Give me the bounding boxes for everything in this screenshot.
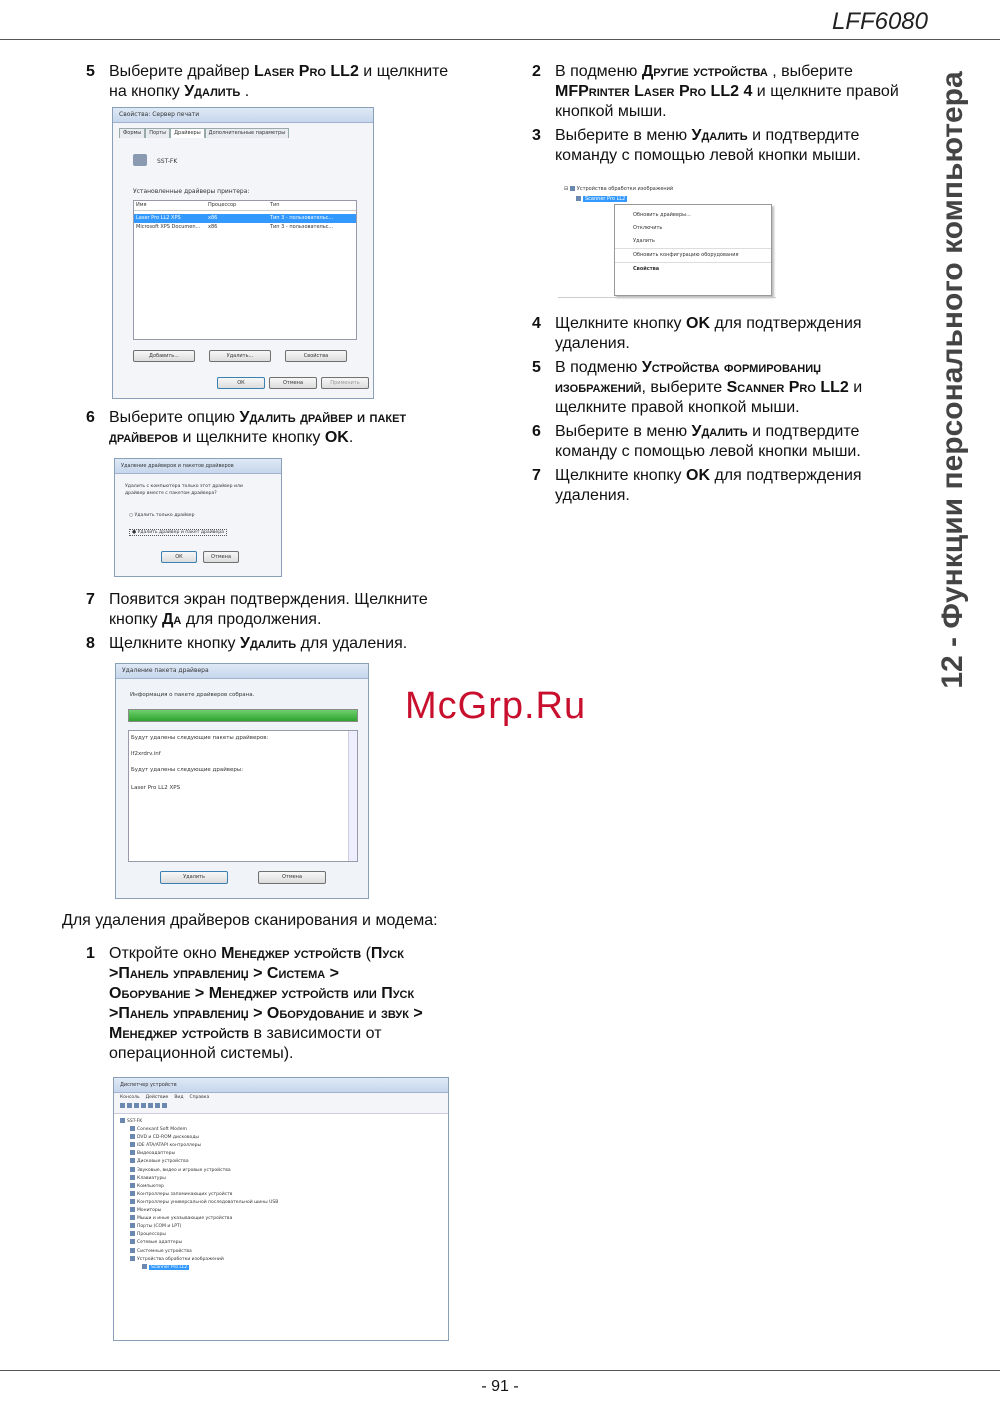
uninstall-icon[interactable]	[162, 1103, 167, 1108]
tree-item-label: Порты (COM и LPT)	[137, 1224, 182, 1230]
col-name: Имя	[136, 202, 147, 208]
step-6	[86, 408, 506, 448]
cancel-button[interactable]: Отмена	[203, 551, 239, 563]
step-text: на кнопку	[109, 83, 185, 100]
page-number: - 91 -	[481, 1378, 519, 1395]
step-text: Щелкните кнопку	[555, 315, 686, 332]
step-text: и щелкните кнопку	[178, 429, 325, 446]
tree-item-label: Клавиатуры	[137, 1175, 166, 1181]
step-text: Выберите в меню	[555, 127, 692, 144]
tree-item[interactable]	[120, 1231, 448, 1239]
tree-item[interactable]	[120, 1199, 448, 1207]
tree-item-label: Контроллеры запоминающих устройств	[137, 1191, 233, 1197]
step-number: 8	[86, 635, 95, 652]
tree-item-label: Дисковые устройства	[137, 1159, 189, 1165]
tree-item-label: Устройства обработки изображений	[137, 1256, 224, 1262]
step-text: и	[848, 379, 863, 396]
info-text: Информация о пакете драйверов собрана.	[130, 692, 255, 698]
tab-advanced[interactable]: Дополнительные параметры	[205, 128, 289, 138]
screenshot-context-menu	[558, 182, 776, 298]
step-term: Удалить	[691, 127, 748, 144]
step-text: .	[348, 429, 354, 446]
tree-node-imaging[interactable]: ⊟ Устройства обработки изображений	[564, 186, 674, 192]
device-icon	[130, 1126, 135, 1131]
help-icon[interactable]	[141, 1103, 146, 1108]
tree-item[interactable]	[120, 1191, 448, 1199]
step-number: 7	[532, 467, 541, 484]
step-term: драйверов	[109, 429, 179, 446]
dialog-question: Удалить с компьютера только этот драйвер или драйвер вместе с пакетом драйвера?	[125, 484, 243, 496]
device-icon	[130, 1175, 135, 1180]
step-term: Устройства формированиџ	[641, 359, 822, 376]
menu-action[interactable]: Действие	[145, 1095, 169, 1100]
step-8	[86, 634, 506, 654]
tree-item[interactable]	[120, 1264, 448, 1272]
update-icon[interactable]	[155, 1103, 160, 1108]
menu-console[interactable]: Консоль	[120, 1095, 140, 1100]
step-number: 2	[532, 63, 541, 80]
printer-icon	[133, 154, 147, 166]
chapter-title: 12 - Функции персонального компьютера	[936, 71, 969, 689]
tree-item-label: Conexant Soft Modem	[137, 1127, 187, 1133]
step-number: 4	[532, 315, 541, 332]
tree-item-label: Scanner Pro LL2	[151, 1264, 188, 1270]
screenshot-device-manager	[113, 1077, 449, 1341]
properties-icon[interactable]	[134, 1103, 139, 1108]
step-text: Щелкните кнопку	[555, 467, 686, 484]
step-text: удаления.	[555, 335, 630, 352]
drivers-list-label: Установленные драйверы принтера:	[133, 188, 250, 195]
context-menu	[614, 204, 772, 296]
tree-item[interactable]	[120, 1207, 448, 1215]
device-icon	[130, 1239, 135, 1244]
window-title: Свойства: Сервер печати	[113, 108, 373, 123]
step-text: Щелкните кнопку	[109, 635, 240, 652]
device-icon	[130, 1223, 135, 1228]
tree-item[interactable]	[120, 1142, 448, 1150]
step-text: операционной системы).	[109, 1045, 294, 1062]
option-driver-only[interactable]: ○ Удалить только драйвер	[129, 513, 195, 518]
device-icon	[142, 1264, 147, 1269]
list-line: Laser Pro LL2 XPS	[131, 785, 181, 791]
divider	[558, 297, 776, 298]
menu-scan-hardware[interactable]: Обновить конфигурацию оборудования	[615, 249, 771, 263]
header-rule	[0, 39, 1000, 40]
step-text: , выберите	[641, 379, 727, 396]
tree-item[interactable]	[120, 1223, 448, 1231]
header-title: LFF6080	[831, 8, 928, 35]
tab-drivers[interactable]: Драйверы	[170, 128, 205, 138]
device-icon	[130, 1207, 135, 1212]
step-text: кнопкой мыши.	[555, 103, 667, 120]
menu-help[interactable]: Справка	[189, 1095, 210, 1100]
step-path: >Панель управлениџ > Оборудование и звук >	[109, 1005, 423, 1022]
step-text: , выберите	[767, 63, 853, 80]
step-text: в зависимости от	[249, 1025, 382, 1042]
step-term: Scanner Pro LL2	[726, 379, 849, 396]
option-driver-and-package[interactable]: ● Удалить драйвер и пакет драйвера	[129, 529, 227, 536]
list-line: lf2xrdrv.inf	[131, 751, 161, 757]
right-step-5	[532, 358, 942, 418]
step-text: В подменю	[555, 63, 642, 80]
step-term: Удалить	[691, 423, 748, 440]
right-step-7	[532, 466, 942, 506]
step-7	[86, 590, 506, 630]
remove-button[interactable]: Удалить	[160, 871, 228, 884]
step-text: для удаления.	[296, 635, 408, 652]
step-text: команду с помощью левой кнопки мыши.	[555, 147, 861, 164]
tree-item[interactable]	[120, 1158, 448, 1166]
step-text: кнопку	[109, 611, 163, 628]
menu-update-drivers[interactable]: Обновить драйверы...	[633, 212, 691, 218]
step-text: Выберите в меню	[555, 423, 692, 440]
right-step-2	[532, 62, 942, 122]
properties-button[interactable]: Свойства	[285, 350, 347, 362]
step-term: MFPrinter Laser Pro LL2 4	[555, 83, 753, 100]
step-text: Выберите драйвер	[109, 63, 255, 80]
step-text: Появится экран подтверждения. Щелкните	[109, 591, 428, 608]
tree-item[interactable]	[120, 1175, 448, 1183]
step-text: В подменю	[555, 359, 642, 376]
tree-item-label: Системные устройства	[137, 1248, 192, 1254]
step-term: Удалить драйвер и пакет	[239, 409, 407, 426]
tree-item[interactable]	[120, 1183, 448, 1191]
step-term: Пуск	[370, 945, 404, 962]
step-number: 6	[86, 409, 95, 426]
tree-item[interactable]	[120, 1239, 448, 1247]
tree-item[interactable]	[120, 1256, 448, 1264]
step-text: удаления.	[555, 487, 630, 504]
step-term: изображений	[555, 379, 642, 396]
progress-track	[128, 709, 358, 722]
step-text: .	[240, 83, 250, 100]
tree-item-label: Мыши и иные указывающие устройства	[137, 1216, 233, 1222]
removal-list	[128, 730, 358, 862]
screenshot-remove-driver-package	[115, 663, 369, 899]
menu-disable[interactable]: Отключить	[633, 225, 663, 231]
step-number: 7	[86, 591, 95, 608]
step-text: и щелкните	[358, 63, 449, 80]
tree-item-label: Мониторы	[137, 1208, 162, 1214]
device-icon	[120, 1118, 125, 1123]
tree-item-label: DVD и CD-ROM дисководы	[137, 1135, 199, 1141]
step-text: Откройте окно	[109, 945, 222, 962]
step-term: OK	[686, 467, 710, 484]
step-term: Laser Pro LL2	[254, 63, 359, 80]
tree-item-label: Видеоадаптеры	[137, 1151, 176, 1157]
menu-properties[interactable]: Свойства	[633, 266, 660, 272]
ok-button[interactable]: ОК	[161, 551, 197, 563]
step-1	[86, 944, 506, 1064]
step-term: Да	[162, 611, 182, 628]
list-line: Будут удалены следующие пакеты драйверов:	[131, 735, 269, 741]
apply-button[interactable]: Применить	[321, 377, 369, 389]
tree-item-label: Звуковые, видео и игровые устройства	[137, 1167, 231, 1173]
step-5	[86, 62, 506, 102]
toolbar	[114, 1102, 448, 1114]
step-term: OK	[686, 315, 710, 332]
scan-icon[interactable]	[148, 1103, 153, 1108]
col-processor: Процессор	[208, 202, 237, 208]
step-text: команду с помощью левой кнопки мыши.	[555, 443, 861, 460]
step-path: Оборувание > Менеджер устройств или Пуск	[109, 985, 415, 1002]
tree-item[interactable]	[120, 1150, 448, 1158]
tree-item[interactable]	[120, 1134, 448, 1142]
drivers-list	[133, 200, 357, 340]
tree-item[interactable]	[120, 1126, 448, 1134]
device-icon	[130, 1231, 135, 1236]
add-button[interactable]: Добавить...	[133, 350, 195, 362]
window-title: Удаление драйверов и пакетов драйверов	[115, 459, 281, 474]
device-icon	[130, 1256, 135, 1261]
tree-node-scanner[interactable]: Scanner Pro LL2	[576, 196, 627, 202]
right-step-3	[532, 126, 942, 166]
tree-item[interactable]	[120, 1167, 448, 1175]
device-icon	[130, 1158, 135, 1163]
watermark: McGrp.Ru	[405, 685, 587, 727]
step-text: для подтверждения	[710, 467, 862, 484]
device-tree	[114, 1114, 448, 1272]
step-number: 1	[86, 945, 95, 962]
imaging-icon	[570, 186, 575, 191]
list-line: Будут удалены следующие драйверы:	[131, 767, 244, 773]
tree-item[interactable]	[120, 1118, 448, 1126]
table-row[interactable]: Microsoft XPS Documen... x86 Тип 3 - пользовательс...	[136, 224, 334, 230]
step-text: (	[361, 945, 371, 962]
table-row[interactable]: Laser Pro LL2 XPS x86 Тип 3 - пользовательс...	[134, 214, 356, 223]
tree-item-label: Контроллеры универсальной последовательной шины USB	[137, 1199, 279, 1205]
device-icon	[130, 1134, 135, 1139]
tab-forms[interactable]: Формы	[119, 128, 145, 138]
scanner-icon	[576, 196, 581, 201]
tree-item-label: Сетевые адаптеры	[137, 1240, 183, 1246]
step-text: для подтверждения	[710, 315, 862, 332]
step-number: 5	[532, 359, 541, 376]
col-type: Тип	[270, 202, 280, 208]
step-text: и подтвердите	[747, 423, 860, 440]
step-text: и щелкните правой	[752, 83, 899, 100]
window-title: Диспетчер устройств	[114, 1078, 448, 1093]
step-number: 3	[532, 127, 541, 144]
cancel-button[interactable]: Отмена	[258, 871, 326, 884]
step-term: Удалить	[184, 83, 241, 100]
step-term: OK	[324, 429, 349, 446]
device-icon	[130, 1199, 135, 1204]
back-icon[interactable]	[120, 1103, 125, 1108]
screenshot-remove-driver-dialog	[114, 458, 282, 577]
tree-item-label: Компьютер	[137, 1183, 164, 1189]
step-path: >Панель управлениџ > Система >	[109, 965, 339, 982]
scrollbar[interactable]	[348, 731, 357, 861]
step-term: Менеджер устройств	[221, 945, 362, 962]
intro-text: Для удаления драйверов сканирования и модема:	[62, 912, 438, 929]
device-icon	[130, 1167, 135, 1172]
tree-item-label: IDE ATA/ATAPI контроллеры	[137, 1143, 202, 1149]
menu-view[interactable]: Вид	[174, 1095, 184, 1100]
step-text: Выберите опцию	[109, 409, 240, 426]
server-name: SST-FK	[157, 158, 178, 165]
progress-fill	[129, 710, 357, 721]
right-step-6	[532, 422, 942, 462]
step-term: Другие устройства	[641, 63, 768, 80]
device-icon	[130, 1248, 135, 1253]
step-text: для продолжения.	[181, 611, 322, 628]
device-icon	[130, 1142, 135, 1147]
step-term: Удалить	[240, 635, 297, 652]
ok-button[interactable]: ОК	[217, 377, 265, 389]
step-term: Менеджер устройств	[109, 1025, 250, 1042]
device-icon	[130, 1215, 135, 1220]
window-title: Удаление пакета драйвера	[116, 664, 368, 679]
right-step-4	[532, 314, 942, 354]
tree-item[interactable]	[120, 1215, 448, 1223]
menu-bar	[114, 1093, 448, 1102]
tree-item-label: SST-FK	[127, 1119, 143, 1124]
step-text: и подтвердите	[747, 127, 860, 144]
tree-item-label: Процессоры	[137, 1232, 166, 1238]
tab-ports[interactable]: Порты	[145, 128, 170, 138]
screenshot-print-server-properties	[112, 107, 374, 399]
device-icon	[130, 1191, 135, 1196]
step-number: 5	[86, 63, 95, 80]
forward-icon[interactable]	[127, 1103, 132, 1108]
tree-item[interactable]	[120, 1248, 448, 1256]
step-number: 6	[532, 423, 541, 440]
remove-button[interactable]: Удалить...	[209, 350, 271, 362]
menu-uninstall[interactable]: Удалить	[615, 235, 771, 249]
step-text: щелкните правой кнопкой мыши.	[555, 399, 800, 416]
footer-rule	[0, 1370, 1000, 1371]
device-icon	[130, 1183, 135, 1188]
device-icon	[130, 1150, 135, 1155]
cancel-button[interactable]: Отмена	[269, 377, 317, 389]
